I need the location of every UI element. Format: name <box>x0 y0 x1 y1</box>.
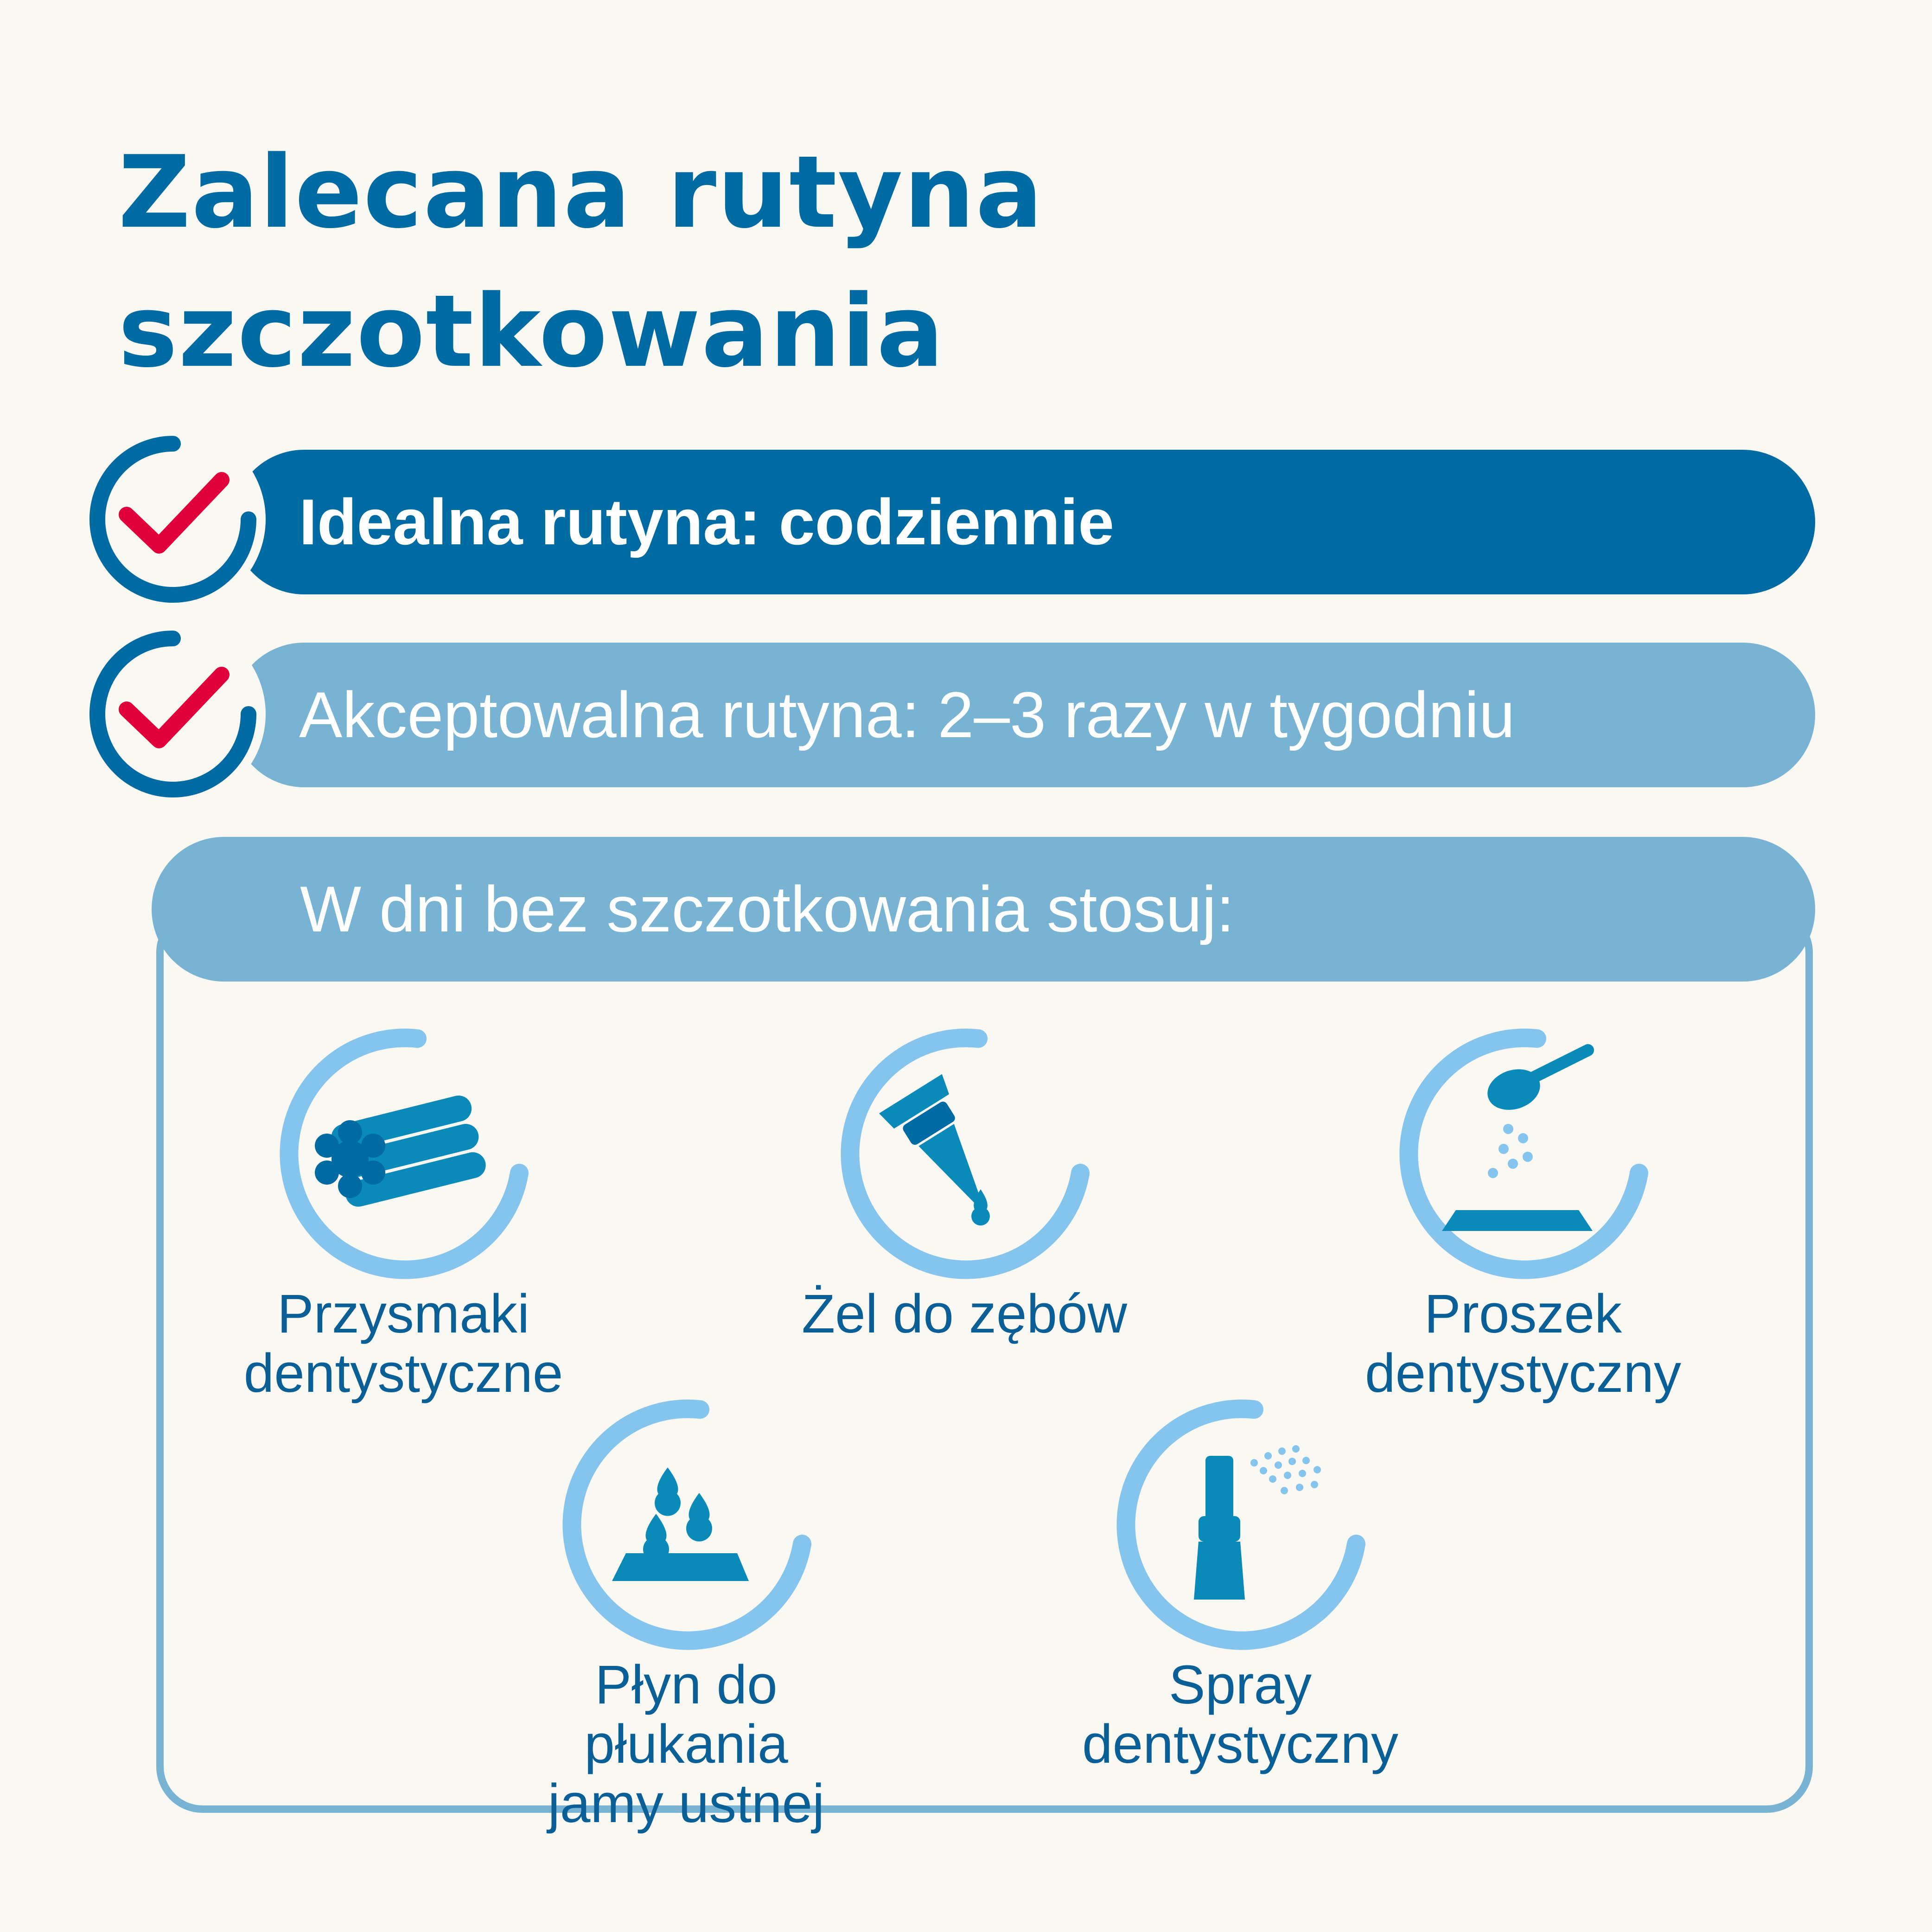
acceptable-routine-banner <box>232 643 1815 787</box>
acceptable-routine-label: Akceptowalna rutyna: 2–3 razy w tygodniu <box>299 678 1515 751</box>
method-water-additive <box>548 1396 825 1834</box>
check-circle-icon <box>78 619 268 809</box>
ideal-routine-label: Idealna rutyna: codziennie <box>299 485 1115 558</box>
alternatives-heading <box>152 837 1815 982</box>
ideal-routine-banner <box>232 450 1815 594</box>
water-additive-icon <box>552 1396 821 1664</box>
method-tooth-gel <box>802 1025 1127 1345</box>
title-line-2: szczotkowania <box>118 273 945 389</box>
method-label: Żel do zębów <box>802 1283 1127 1345</box>
method-dental-chews <box>243 1025 563 1404</box>
check-circle-icon <box>78 424 268 614</box>
method-label: Spray dentystyczny <box>1082 1654 1399 1775</box>
method-dental-spray <box>1082 1396 1399 1775</box>
title-line-1: Zalecana rutyna <box>118 134 1044 250</box>
dental-powder-icon <box>1389 1025 1658 1294</box>
method-label: Proszek dentystyczny <box>1365 1283 1682 1404</box>
method-label: Płyn do płukania jamy ustnej <box>548 1654 825 1834</box>
dental-chews-icon <box>269 1025 538 1294</box>
alternatives-heading-text: W dni bez szczotkowania stosuj: <box>300 873 1235 945</box>
method-label: Przysmaki dentystyczne <box>243 1283 563 1404</box>
dental-spray-icon <box>1106 1396 1375 1664</box>
page-title <box>118 123 1044 401</box>
method-dental-powder <box>1365 1025 1682 1404</box>
tooth-gel-icon <box>830 1025 1099 1294</box>
